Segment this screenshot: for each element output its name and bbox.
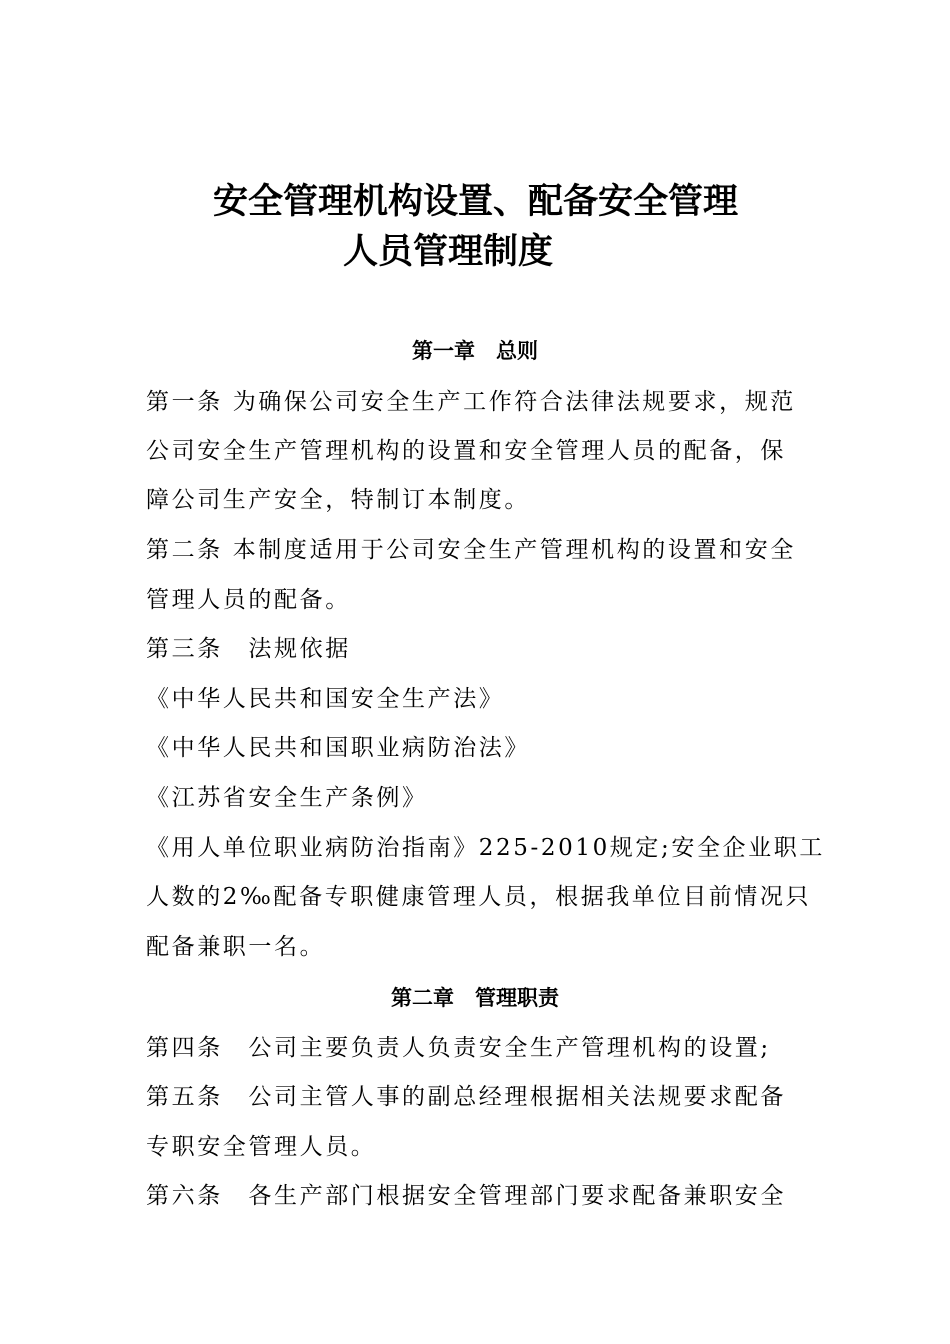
text-line: 《中华人民共和国职业病防治法》 — [146, 735, 530, 761]
text-line: 人数的2‰配备专职健康管理人员，根据我单位目前情况只 — [146, 884, 812, 910]
text-line: 第四条 公司主要负责人负责安全生产管理机构的设置; — [146, 1035, 771, 1061]
text-line: 公司安全生产管理机构的设置和安全管理人员的配备，保 — [146, 438, 786, 464]
text-line: 第六条 各生产部门根据安全管理部门要求配备兼职安全 — [146, 1183, 786, 1209]
text-line: 《用人单位职业病防治指南》225-2010规定;安全企业职工 — [146, 835, 825, 861]
chapter-heading-1: 第一章 总则 — [412, 339, 538, 363]
text-line: 《中华人民共和国安全生产法》 — [146, 686, 505, 712]
text-line: 第二条 本制度适用于公司安全生产管理机构的设置和安全 — [146, 537, 796, 563]
text-line: 障公司生产安全，特制订本制度。 — [146, 487, 530, 513]
text-line: 第五条 公司主管人事的副总经理根据相关法规要求配备 — [146, 1084, 786, 1110]
text-line: 第一条 为确保公司安全生产工作符合法律法规要求，规范 — [146, 389, 796, 415]
text-line: 《江苏省安全生产条例》 — [146, 785, 428, 811]
text-line: 配备兼职一名。 — [146, 934, 326, 960]
text-line: 专职安全管理人员。 — [146, 1134, 377, 1160]
chapter-heading-2: 第二章 管理职责 — [391, 986, 559, 1010]
document-title-line-2: 人员管理制度 — [343, 232, 554, 272]
document-title-line-1: 安全管理机构设置、配备安全管理 — [213, 182, 739, 222]
text-line: 管理人员的配备。 — [146, 587, 351, 613]
text-line: 第三条 法规依据 — [146, 636, 351, 662]
